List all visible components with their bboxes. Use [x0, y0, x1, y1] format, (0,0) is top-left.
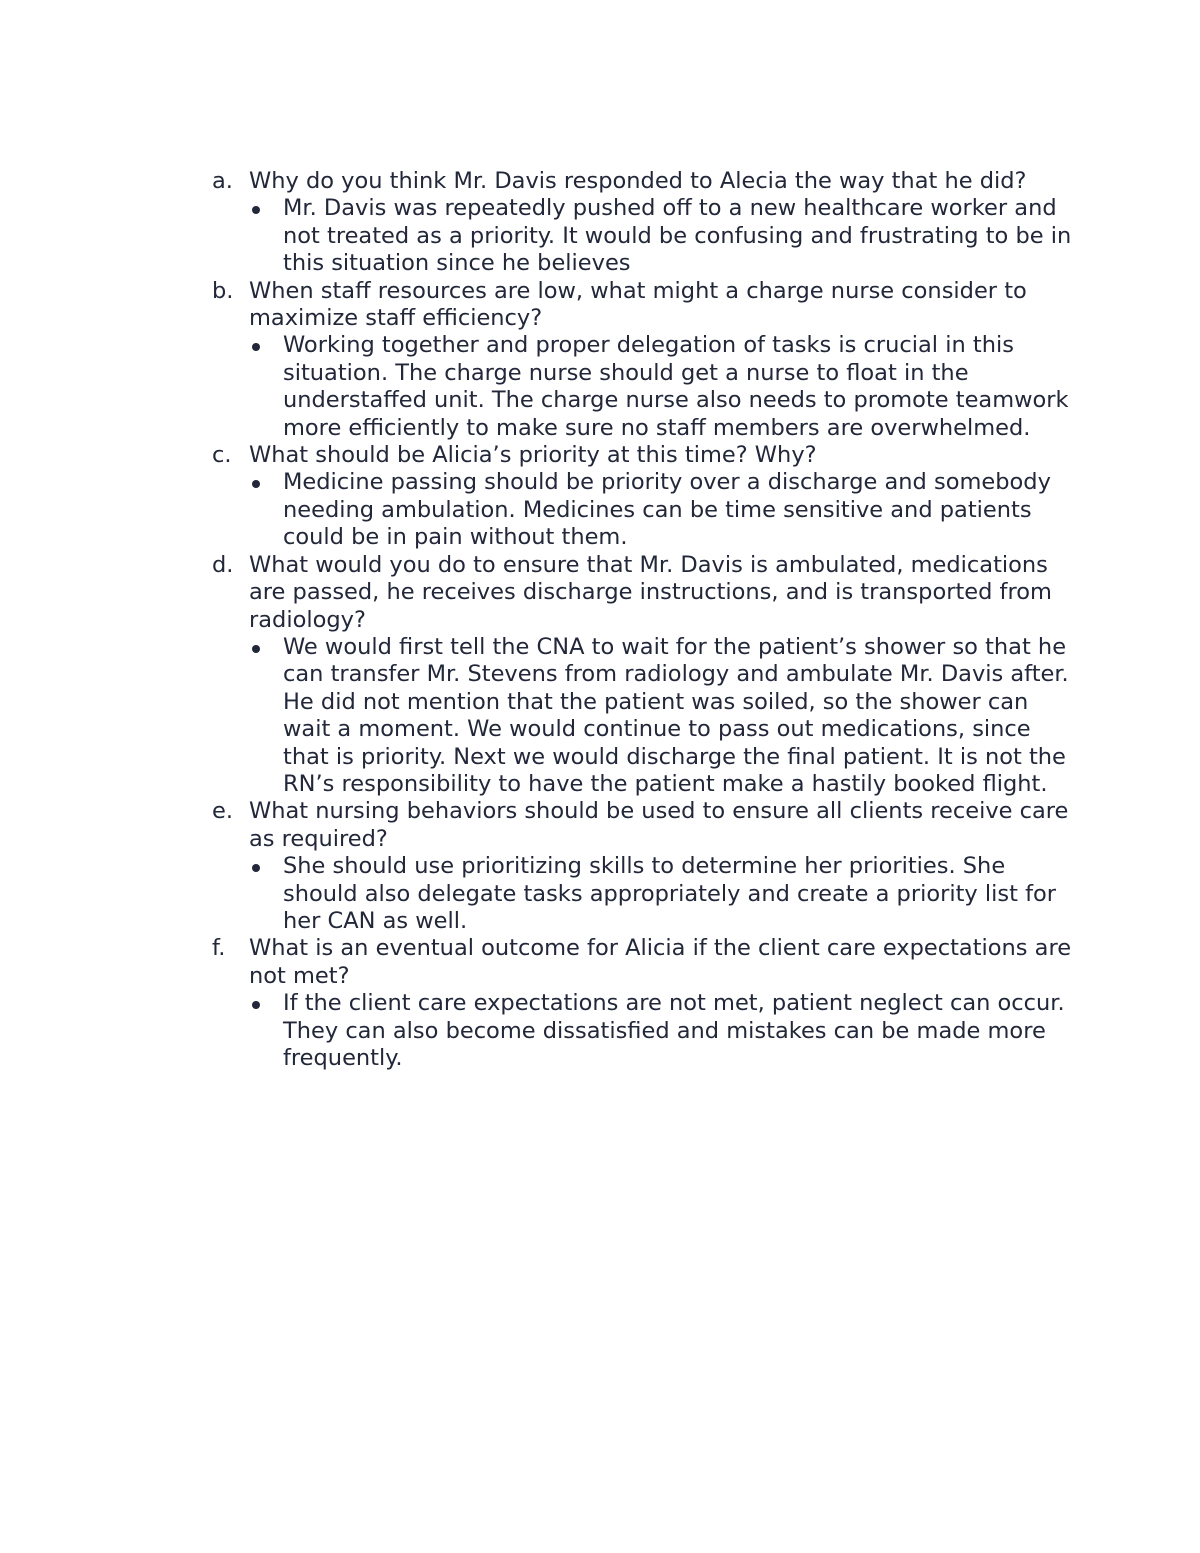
question-text: What should be Alicia’s priority at this time? Why? [249, 442, 817, 469]
answer-list [249, 469, 1072, 551]
question-item-d [212, 552, 1072, 799]
question-item-f [212, 935, 1072, 1072]
answer-item [249, 853, 1072, 935]
answer-list [249, 634, 1072, 798]
answer-list [249, 332, 1072, 442]
answer-text: She should use prioritizing skills to determine her priorities. She should also delegate tasks appropriately and create a priority list for her CAN as well. [283, 853, 1057, 934]
list-marker: c. [212, 442, 232, 469]
question-text: What would you do to ensure that Mr. Davis is ambulated, medications are passed, he receives discharge instructions, and is transported from radiology? [249, 551, 1052, 633]
bullet-icon [252, 343, 260, 351]
question-item-b [212, 278, 1072, 442]
bullet-icon [252, 206, 260, 214]
question-item-a [212, 168, 1072, 278]
answer-list [249, 853, 1072, 935]
answer-item [249, 990, 1072, 1072]
answer-item [249, 634, 1072, 798]
answer-item [249, 469, 1072, 551]
answer-text: Mr. Davis was repeatedly pushed off to a new healthcare worker and not treated as a priority. It would be confusing and frustrating to be in this situation since he believes [283, 195, 1072, 277]
question-text: Why do you think Mr. Davis responded to Alecia the way that he did? [249, 168, 1027, 194]
answer-text: Medicine passing should be priority over a discharge and somebody needing ambulation. Medicines can be time sensitive and patients could be in pain without them. [283, 469, 1051, 551]
question-list [212, 168, 1072, 1072]
bullet-icon [252, 645, 260, 653]
list-marker: e. [212, 798, 233, 825]
answer-text: Working together and proper delegation of tasks is crucial in this situation. The charge nurse should get a nurse to float in the understaffed unit. The charge nurse also needs to promote teamwork more efficiently to make sure no staff members are overwhelmed. [283, 332, 1069, 441]
bullet-icon [252, 864, 260, 872]
list-marker: f. [212, 935, 226, 962]
list-marker: b. [212, 277, 234, 304]
answer-text: If the client care expectations are not met, patient neglect can occur. They can also become dissatisfied and mistakes can be made more frequently. [283, 990, 1065, 1071]
answer-item [249, 332, 1072, 442]
question-text: What nursing behaviors should be used to ensure all clients receive care as required? [249, 798, 1069, 852]
answer-list [249, 990, 1072, 1072]
question-item-c [212, 442, 1072, 552]
bullet-icon [252, 480, 260, 488]
question-text: What is an eventual outcome for Alicia if the client care expectations are not met? [249, 935, 1072, 989]
question-text: When staff resources are low, what might a charge nurse consider to maximize staff efficiency? [249, 277, 1027, 332]
question-item-e [212, 798, 1072, 935]
bullet-icon [252, 1001, 260, 1009]
answer-list [249, 195, 1072, 277]
list-marker: d. [212, 551, 234, 578]
list-marker: a. [212, 168, 233, 194]
answer-text: We would first tell the CNA to wait for the patient’s shower so that he can transfer Mr. Stevens from radiology and ambulate Mr. Davis after. He did not mention that the patient was soiled, so the shower can wait a moment. We would continue to pass out medications, since that is priority. Next we would discharge the final patient. It is not the RN’s responsibility to have the patient make a hastily booked flight. [283, 633, 1069, 797]
answer-item [249, 195, 1072, 277]
